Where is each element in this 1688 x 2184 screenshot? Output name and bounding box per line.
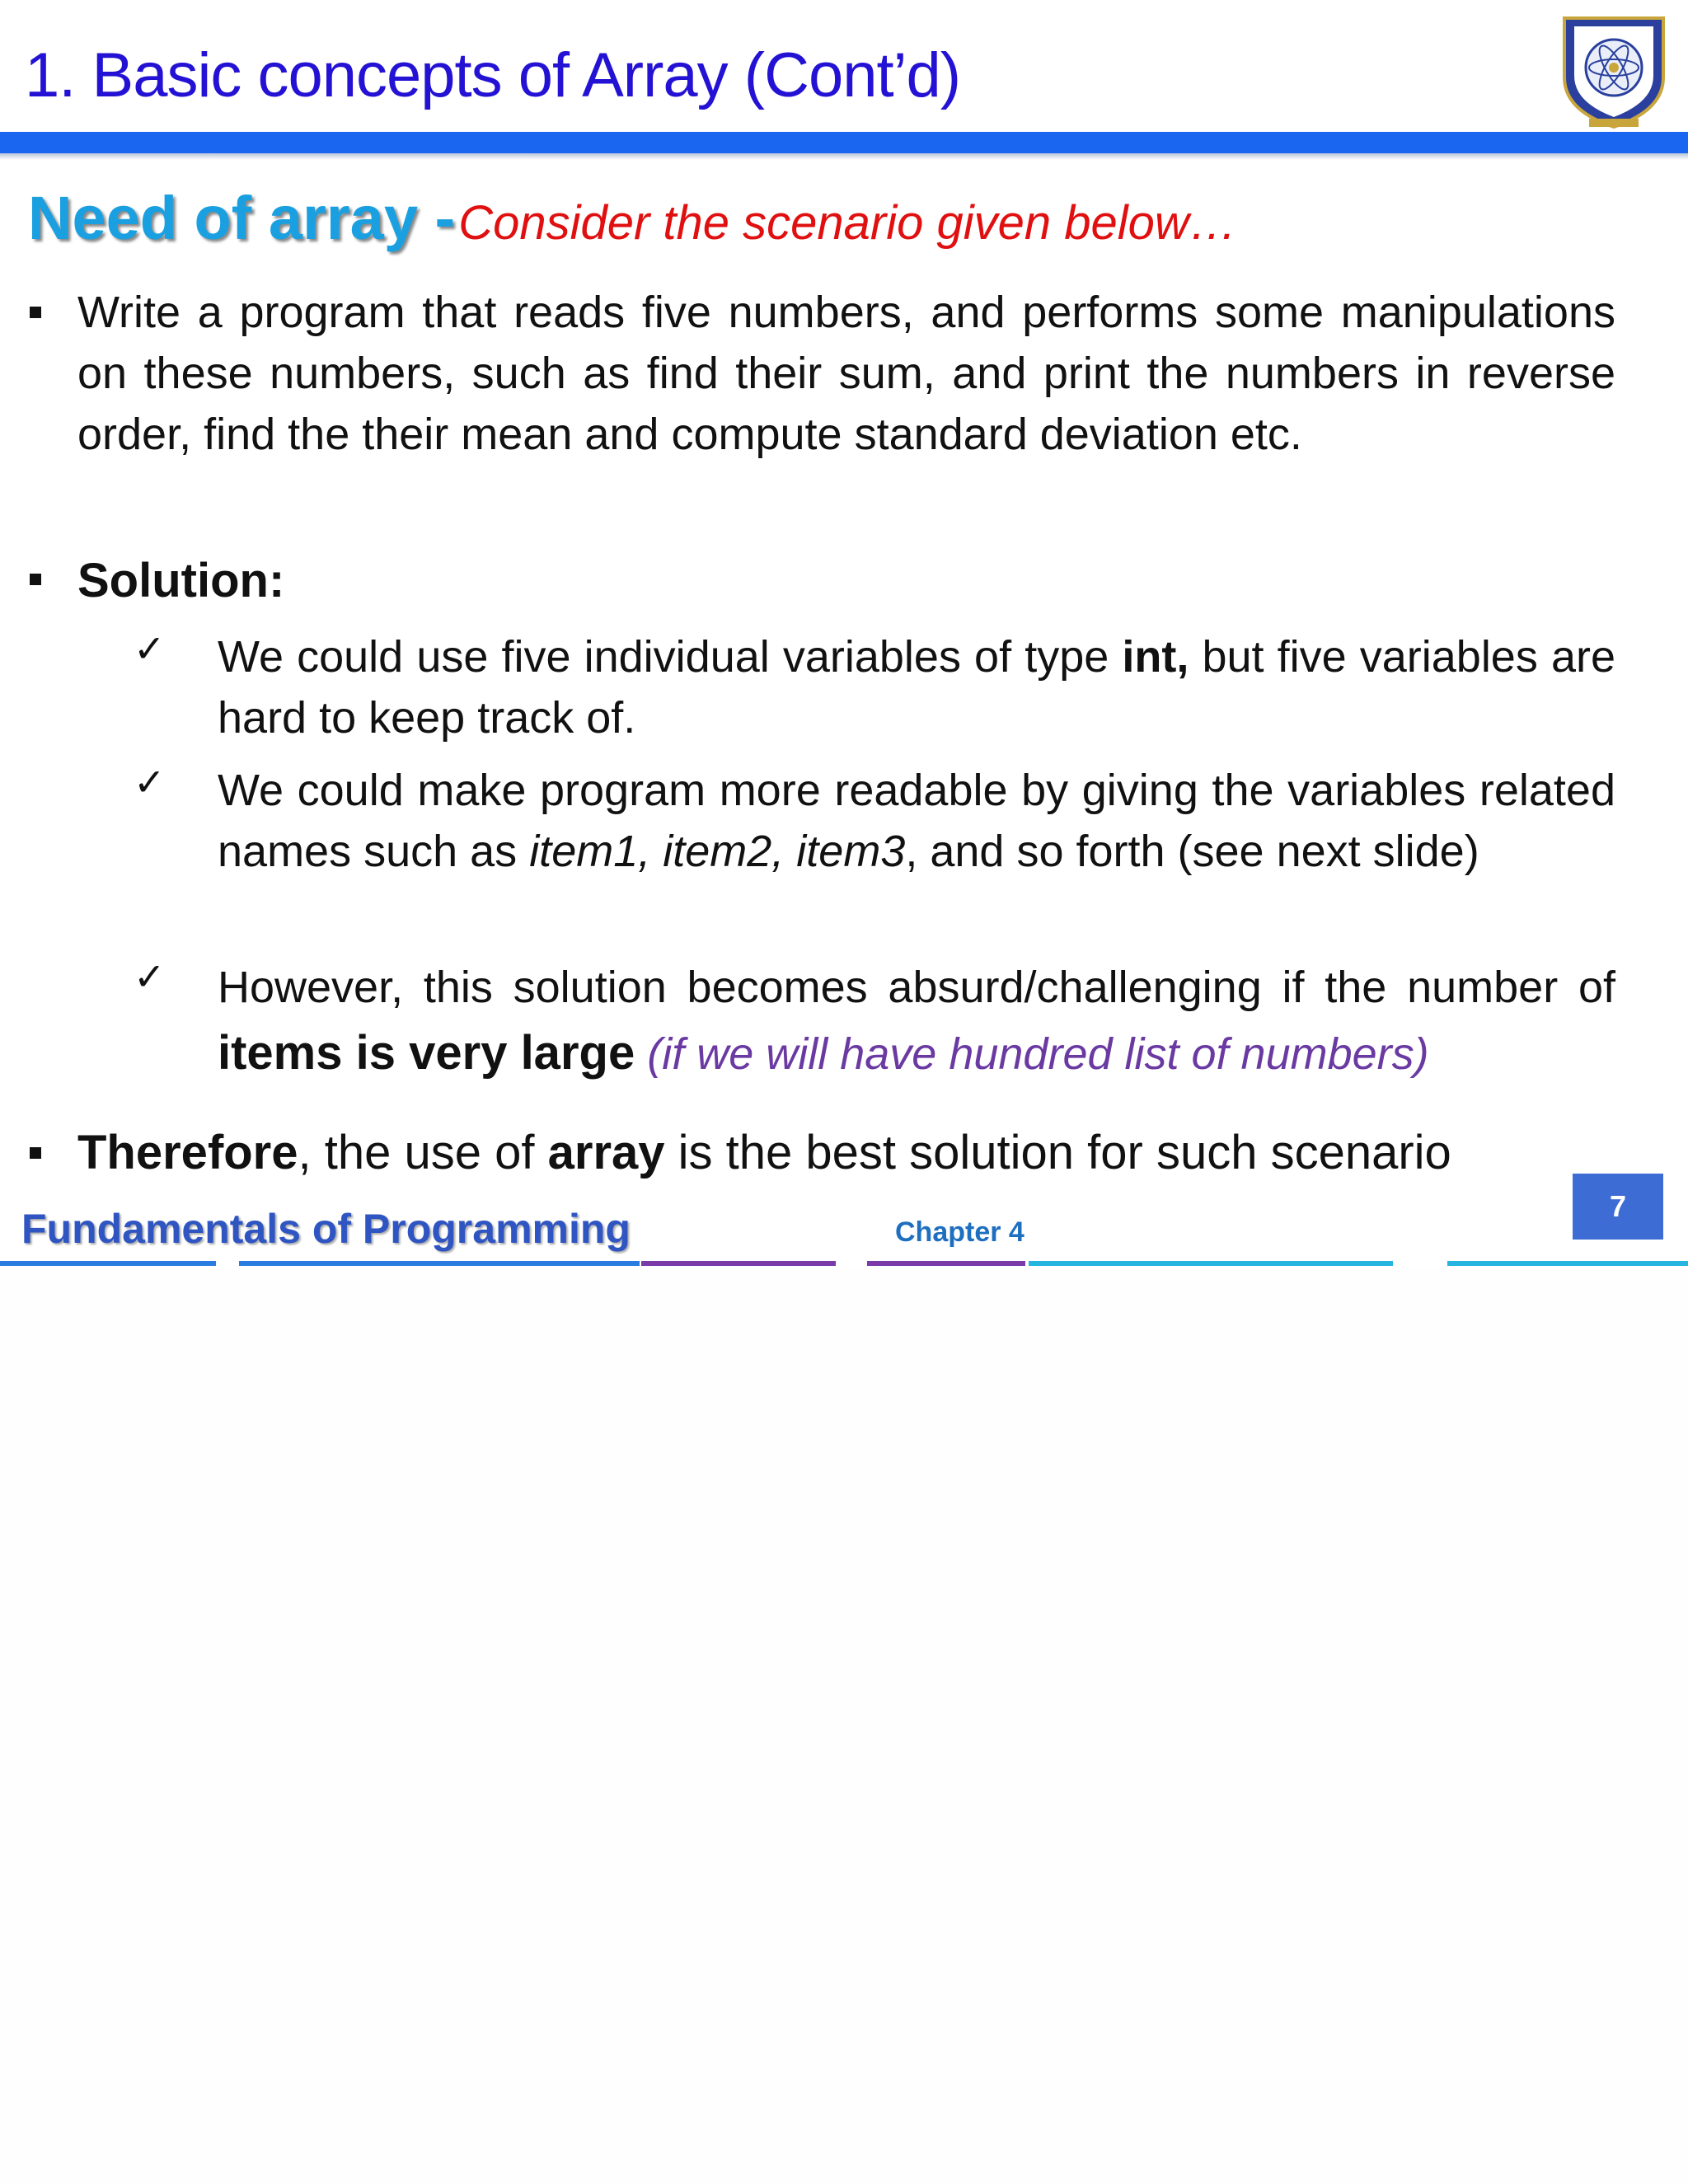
footer-line-segment <box>0 1261 216 1266</box>
subtitle <box>28 183 1237 253</box>
conclusion-bold-2: array <box>547 1126 665 1179</box>
title-underline-bar <box>0 132 1688 153</box>
check-3-bold: items is very large <box>218 1026 635 1080</box>
slide-title: 1. Basic concepts of Array (Cont’d) <box>25 40 961 110</box>
check-item-2 <box>218 760 1615 882</box>
check-2-text-2: , and so forth (see next slide) <box>905 827 1479 876</box>
footer-line-segment <box>239 1261 640 1266</box>
title-bar-shadow <box>0 153 1688 160</box>
footer-line-segment <box>641 1261 836 1266</box>
check-2-italic: item1, item2, item3 <box>529 827 906 876</box>
subtitle-heading: Need of array - <box>28 184 456 252</box>
checkmark-icon: ✓ <box>134 760 166 804</box>
checkmark-icon: ✓ <box>134 626 166 671</box>
page-number-text: 7 <box>1609 1189 1627 1223</box>
conclusion-text-2: is the best solution for such scenario <box>664 1126 1451 1179</box>
check-2-text-1: We could make program more readable by giving the variables related names such as <box>218 766 1615 876</box>
check-1-text-1: We could use five individual variables of type <box>218 632 1123 682</box>
check-3-text-1: However, this solution becomes absurd/challenging if the number of <box>218 963 1615 1012</box>
conclusion-bold-1: Therefore <box>77 1126 298 1179</box>
conclusion-text-1: , the use of <box>298 1126 548 1179</box>
square-bullet-icon <box>30 574 41 585</box>
check-1-text-2: but five variables are hard to keep track of. <box>218 632 1615 743</box>
square-bullet-icon <box>30 1147 41 1159</box>
square-bullet-icon <box>30 307 41 318</box>
page-number <box>1573 1174 1663 1240</box>
solution-label-text: Solution: <box>77 554 285 607</box>
course-name: Fundamentals of Programming <box>21 1206 631 1252</box>
subtitle-note: Consider the scenario given below… <box>458 196 1237 250</box>
conclusion <box>77 1122 1611 1183</box>
problem-statement <box>77 282 1615 465</box>
problem-text: Write a program that reads five numbers, and performs some manipulations on these numbers, such as find their sum, and print the numbers in reverse order, find the their mean and compute standard deviation etc. <box>77 288 1615 459</box>
footer-line-segment <box>1029 1261 1393 1266</box>
check-3-italic: (if we will have hundred list of numbers) <box>647 1029 1429 1079</box>
solution-label <box>77 551 572 612</box>
university-seal-icon <box>1556 3 1672 132</box>
footer-line-segment <box>1447 1261 1688 1266</box>
check-item-3 <box>218 954 1615 1087</box>
checkmark-icon: ✓ <box>134 954 166 999</box>
chapter-label: Chapter 4 <box>895 1216 1025 1248</box>
footer-line-segment <box>867 1261 1025 1266</box>
check-item-1 <box>218 626 1615 748</box>
check-1-bold: int, <box>1122 632 1189 682</box>
